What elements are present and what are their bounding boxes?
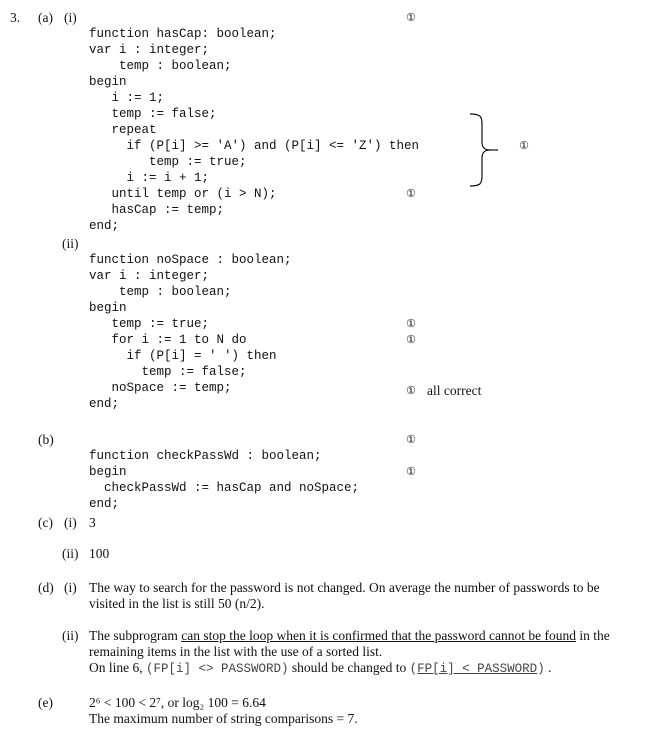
code-line: temp := true; xyxy=(89,155,247,169)
code-line: for i := 1 to N do xyxy=(89,333,247,347)
part-e-line1: 2⁶ < 100 < 2⁷, or log₂ 100 = 6.64 xyxy=(89,695,266,710)
code-line: function hasCap: boolean; xyxy=(89,27,277,41)
text: should be changed to xyxy=(288,660,410,675)
code-line: temp := true; xyxy=(89,317,210,331)
part-d-i-line1: The way to search for the password is not changed. On average the number of passwords to be xyxy=(89,580,600,595)
part-c-i-label: (i) xyxy=(64,515,77,530)
code-line: hasCap := temp; xyxy=(89,203,225,217)
code-line: end; xyxy=(89,219,120,233)
code-line: end; xyxy=(89,497,120,511)
part-a-label: (a) xyxy=(38,10,53,25)
code-line: if (P[i] >= 'A') and (P[i] <= 'Z') then xyxy=(89,139,420,153)
new-condition-open: ( xyxy=(409,662,418,676)
mark-icon: ① xyxy=(406,187,416,200)
part-d-i-line2: visited in the list is still 50 (n/2). xyxy=(89,596,265,611)
part-d-ii-line2: remaining items in the list with the use of a sorted list. xyxy=(89,644,383,659)
text: in the xyxy=(576,628,610,643)
part-a-i-label: (i) xyxy=(64,10,77,25)
mark-icon: ① xyxy=(406,317,416,330)
underlined-text: can stop the loop when it is confirmed that the password cannot be found xyxy=(181,628,577,643)
all-correct-note: all correct xyxy=(427,383,482,398)
code-line: function noSpace : boolean; xyxy=(89,253,292,267)
code-line: begin xyxy=(89,465,127,479)
mark-icon: ① xyxy=(406,11,416,24)
code-line: temp : boolean; xyxy=(89,59,232,73)
part-c-i-answer: 3 xyxy=(89,515,96,530)
part-d-ii-line3 xyxy=(89,660,551,677)
question-number: 3. xyxy=(10,10,21,25)
curly-brace-icon xyxy=(468,112,502,188)
text: The subprogram xyxy=(89,628,182,643)
old-condition-code: (FP[i] <> PASSWORD) xyxy=(146,662,289,676)
code-line: begin xyxy=(89,75,127,89)
part-d-label: (d) xyxy=(38,580,54,595)
part-a-ii-label: (ii) xyxy=(62,236,79,251)
code-line: i := 1; xyxy=(89,91,165,105)
part-e-label: (e) xyxy=(38,695,53,710)
code-line: until temp or (i > N); xyxy=(89,187,277,201)
part-c-ii-label: (ii) xyxy=(62,546,79,561)
new-condition-code: FP[i] < PASSWORD xyxy=(417,662,538,676)
mark-icon: ① xyxy=(406,465,416,478)
part-d-ii-line1 xyxy=(89,628,610,644)
code-line: var i : integer; xyxy=(89,269,210,283)
part-e-line2: The maximum number of string comparisons = 7. xyxy=(89,711,358,726)
code-line: begin xyxy=(89,301,127,315)
mark-icon: ① xyxy=(406,384,416,397)
part-b-label: (b) xyxy=(38,432,54,447)
checkpasswd-code-block xyxy=(89,432,359,528)
code-line: noSpace := temp; xyxy=(89,381,232,395)
code-line: var i : integer; xyxy=(89,43,210,57)
part-d-ii-label: (ii) xyxy=(62,628,79,643)
nospace-code-block xyxy=(89,236,292,428)
code-line: i := i + 1; xyxy=(89,171,210,185)
part-c-ii-answer: 100 xyxy=(89,546,110,561)
code-line: checkPassWd := hasCap and noSpace; xyxy=(89,481,360,495)
code-line: temp : boolean; xyxy=(89,285,232,299)
mark-icon: ① xyxy=(406,333,416,346)
code-line: repeat xyxy=(89,123,157,137)
code-line: if (P[i] = ' ') then xyxy=(89,349,277,363)
new-condition-close: ) xyxy=(537,662,545,676)
code-line: temp := false; xyxy=(89,107,217,121)
code-line: temp := false; xyxy=(89,365,247,379)
mark-icon: ① xyxy=(519,139,529,152)
code-line: end; xyxy=(89,397,120,411)
mark-icon: ① xyxy=(406,433,416,446)
part-d-i-label: (i) xyxy=(64,580,77,595)
hascap-code-block xyxy=(89,10,419,250)
part-c-label: (c) xyxy=(38,515,53,530)
text: On line 6, xyxy=(89,660,146,675)
code-line: function checkPassWd : boolean; xyxy=(89,449,322,463)
text: . xyxy=(544,660,552,675)
